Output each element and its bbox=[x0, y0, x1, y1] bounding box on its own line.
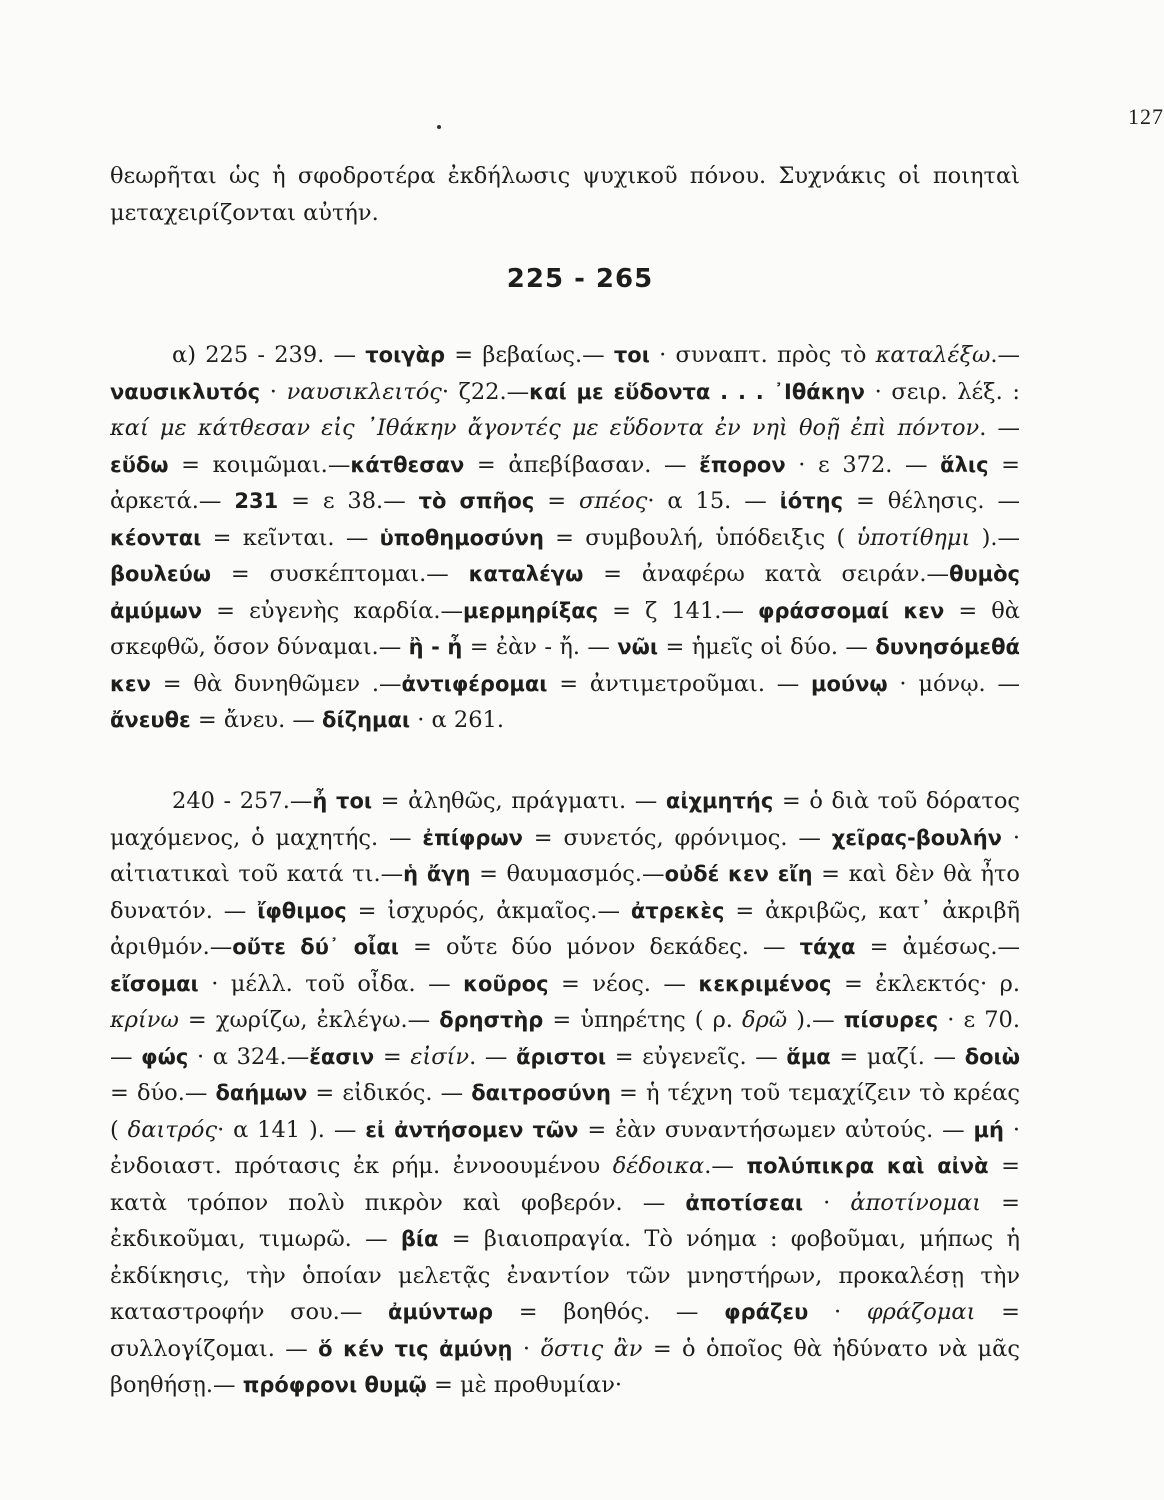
gloss-text: .— bbox=[990, 342, 1020, 368]
gloss-text: · συναπτ. πρὸς τὸ bbox=[649, 342, 876, 368]
lemma-term: εἴσομαι bbox=[110, 971, 199, 996]
lemma-term: καί με εὕδοντα . . . ᾿Ιθάκην bbox=[529, 379, 865, 404]
gloss-text: · ἐνδοιαστ. πρότασις ἐκ ρήμ. ἐννοουμένου bbox=[110, 1116, 1020, 1179]
lemma-term: τοι bbox=[613, 343, 650, 367]
italic-gloss: δρῶ bbox=[742, 1007, 788, 1033]
lemma-term: πολύπικρα καὶ αἰνὰ bbox=[746, 1154, 989, 1178]
lemma-term: βουλεύω bbox=[110, 562, 212, 586]
lemma-term: χεῖρας-βουλήν bbox=[831, 825, 1002, 850]
lemma-term: 231 bbox=[234, 489, 279, 513]
gloss-text: = ἐὰν συναντήσωμεν αὐτούς. — bbox=[578, 1116, 974, 1143]
lemma-term: φράσσομαί κεν bbox=[758, 598, 945, 623]
lemma-term: πρόφρονι θυμῷ bbox=[242, 1373, 427, 1397]
lemma-term: ὅ κέν τις ἀμύνῃ bbox=[318, 1336, 513, 1361]
gloss-text: = ἐὰν - ἤ. — bbox=[462, 634, 618, 660]
lemma-term: πίσυρες bbox=[843, 1008, 939, 1032]
lemma-term: ἀμύντωρ bbox=[388, 1300, 494, 1324]
gloss-text: · bbox=[260, 378, 287, 405]
gloss-text: . — bbox=[469, 1043, 517, 1070]
gloss-text: = χωρίζω, ἐκλέγω.— bbox=[178, 1007, 440, 1033]
lemma-term: τὸ σπῆος bbox=[418, 489, 535, 513]
italic-gloss: ναυσικλειτός bbox=[286, 378, 442, 405]
gloss-text: = συσκέπτομαι.— bbox=[211, 561, 469, 587]
gloss-text: θεωρῆται ὡς ἡ σφοδροτέρα ἐκδήλωσις ψυχικοῦ πόνου. Συχνάκις οἱ ποιηταὶ μεταχειρίζονται αὐτήν. bbox=[110, 163, 1020, 226]
lemma-term: κοῦρος bbox=[463, 971, 549, 996]
gloss-text: 240 - 257.— bbox=[172, 788, 313, 814]
lemma-term: ἀποτίσεαι bbox=[685, 1190, 804, 1215]
lemma-term: ἅμα bbox=[786, 1044, 831, 1069]
lemma-term: ὑποθημοσύνη bbox=[379, 525, 544, 550]
gloss-text: = ἐκδικοῦμαι, τιμωρῶ. — bbox=[110, 1189, 1020, 1252]
printer-dot bbox=[437, 125, 441, 129]
italic-gloss: φράζομαι bbox=[866, 1299, 976, 1325]
opening-paragraph bbox=[110, 158, 1020, 231]
gloss-text: = ὁ ὁποῖος θὰ ἠδύνατο νὰ μᾶς βοηθήσῃ.— bbox=[110, 1335, 1020, 1398]
lemma-term: φώς bbox=[141, 1044, 189, 1069]
gloss-text: = καὶ δὲν θὰ ἦτο δυνατόν. — bbox=[110, 861, 1020, 924]
gloss-text: = κατὰ τρόπον πολὺ πικρὸν καὶ φοβερόν. — bbox=[110, 1153, 1020, 1216]
lemma-term: βία bbox=[400, 1227, 439, 1251]
lemma-term: ἔασιν bbox=[309, 1044, 375, 1069]
lemma-term: δαιτροσύνη bbox=[471, 1081, 611, 1105]
lemma-term: ἄριστοι bbox=[516, 1044, 607, 1069]
lemma-term: ἢ - ἦ bbox=[408, 635, 463, 659]
gloss-text: = ἐκλεκτός· ρ. bbox=[831, 970, 1020, 997]
lemma-term: δρηστὴρ bbox=[439, 1008, 544, 1032]
italic-gloss: δέδοικα bbox=[612, 1153, 705, 1179]
gloss-text: · αἰτιατικαὶ τοῦ κατά τι.— bbox=[110, 824, 1020, 887]
gloss-text: = συλλογίζομαι. — bbox=[110, 1299, 1020, 1362]
italic-gloss: καί με κάτθεσαν εἰς ᾿Ιθάκην ἄγοντές με εὕδοντα ἐν νηὶ θοῇ ἐπὶ πόντον bbox=[110, 415, 980, 441]
gloss-text: = ἀληθῶς, πράγματι. — bbox=[372, 788, 666, 814]
gloss-text: = εἰδικός. — bbox=[307, 1080, 472, 1106]
gloss-text: · μέλλ. τοῦ οἶδα. — bbox=[198, 970, 464, 997]
italic-gloss: ὅστις ἂν bbox=[540, 1335, 643, 1362]
gloss-text: = ὁ διὰ τοῦ δόρατος μαχόμενος, ὁ μαχητής. — bbox=[110, 788, 1020, 851]
lemma-term: κεκριμένος bbox=[698, 971, 832, 996]
gloss-text: α) 225 - 239. — bbox=[172, 342, 366, 368]
gloss-text: = κοιμῶμαι.— bbox=[168, 451, 351, 478]
lemma-term: κέονται bbox=[110, 525, 202, 550]
lemma-term: ἡ ἄγη bbox=[403, 862, 471, 886]
lemma-term: οὔτε δύ᾿ οἶαι bbox=[232, 935, 399, 959]
gloss-text: ).— bbox=[787, 1007, 844, 1033]
lemma-term: ναυσικλυτός bbox=[110, 379, 261, 404]
commentary-paragraph-225-239 bbox=[110, 337, 1020, 739]
lemma-term: αἰχμητής bbox=[665, 789, 774, 813]
gloss-text: = ἀντιμετροῦμαι. — bbox=[547, 670, 812, 697]
gloss-text: · α 261. bbox=[410, 707, 504, 733]
gloss-text: · ε 70. — bbox=[110, 1007, 1020, 1070]
gloss-text: = εὐγενὴς καρδία.— bbox=[202, 597, 464, 624]
lemma-term: ἦ τοι bbox=[312, 789, 373, 813]
gloss-text: = ἀρκετά.— bbox=[110, 451, 1020, 514]
gloss-text: = θὰ δυνηθῶμεν .— bbox=[150, 670, 402, 697]
lemma-term: δαήμων bbox=[215, 1081, 308, 1105]
gloss-text: = βιαιοπραγία. Τὸ νόημα : φοβοῦμαι, μήπως ἡ ἐκδίκησις, τὴν ὁποίαν μελετᾷς ἐναντίον τῶν μνηστήρων, προκαλέσῃ τὴν καταστροφήν σου.— bbox=[110, 1226, 1020, 1325]
lemma-term: δοιὼ bbox=[964, 1044, 1020, 1069]
lemma-term: νῶι bbox=[617, 635, 659, 659]
page-number: 127 bbox=[1128, 104, 1164, 129]
gloss-text: = νέος. — bbox=[548, 970, 699, 997]
lemma-term: τοιγὰρ bbox=[365, 343, 446, 367]
gloss-text: = ἀμέσως.— bbox=[855, 934, 1020, 960]
gloss-text: = ἀκριβῶς, κατ᾿ ἀκριβῆ ἀριθμόν.— bbox=[110, 897, 1020, 960]
lemma-term: τάχα bbox=[799, 935, 856, 959]
lemma-term: ἰότης bbox=[779, 489, 844, 513]
lemma-term: ἔπορον bbox=[699, 452, 786, 477]
gloss-text: = ε 38.— bbox=[278, 488, 419, 514]
gloss-text: . — bbox=[979, 415, 1020, 441]
lemma-term: δυνησόμεθά κεν bbox=[110, 635, 1020, 696]
gloss-text: = bbox=[534, 488, 579, 514]
gloss-text: · α 15. — bbox=[647, 488, 780, 514]
lemma-term: μερμηρίξας bbox=[463, 598, 599, 623]
gloss-text: = εὐγενεῖς. — bbox=[606, 1043, 787, 1070]
section-heading: 225 - 265 bbox=[506, 264, 654, 294]
lemma-term: οὐδέ κεν εἴη bbox=[664, 862, 813, 886]
gloss-text: = βοηθός. — bbox=[493, 1299, 725, 1325]
italic-gloss: εἰσίν bbox=[410, 1043, 470, 1070]
gloss-text: · σειρ. λέξ. : bbox=[864, 378, 1020, 405]
gloss-text: = βεβαίως.— bbox=[445, 342, 614, 368]
lemma-term: καταλέγω bbox=[468, 562, 584, 586]
gloss-text: = κεῖνται. — bbox=[201, 524, 380, 551]
gloss-text: = ἰσχυρός, ἀκμαῖος.— bbox=[346, 897, 631, 924]
gloss-text: = θὰ σκεφθῶ, ὅσον δύναμαι.— bbox=[110, 597, 1020, 660]
lemma-term: εὕδω bbox=[110, 452, 169, 477]
gloss-text: = ὑπηρέτης ( ρ. bbox=[543, 1007, 743, 1033]
gloss-text: · ε 372. — bbox=[785, 451, 941, 478]
gloss-text: = ἀναφέρω κατὰ σειράν.— bbox=[583, 561, 950, 587]
lemma-term: ἴφθιμος bbox=[257, 898, 347, 923]
lemma-term: μή bbox=[973, 1117, 1004, 1142]
commentary-paragraph-240-257 bbox=[110, 783, 1020, 1404]
lemma-term: εἰ ἀντήσομεν τῶν bbox=[365, 1117, 579, 1142]
gloss-text: · α 141 ). — bbox=[217, 1116, 366, 1143]
italic-gloss: ὑποτίθημι bbox=[856, 524, 971, 551]
lemma-term: ἄνευθε bbox=[110, 708, 191, 732]
gloss-text: = συμβουλή, ὑπόδειξις ( bbox=[543, 524, 857, 551]
italic-gloss: δαιτρός bbox=[127, 1116, 218, 1143]
gloss-text: = bbox=[374, 1043, 411, 1070]
gloss-text: · μόνῳ. — bbox=[887, 670, 1020, 697]
gloss-text: = θέλησις. — bbox=[843, 488, 1020, 514]
italic-gloss: καταλέξω bbox=[875, 342, 991, 368]
gloss-text: = ζ 141.— bbox=[598, 597, 759, 624]
italic-gloss: σπέος bbox=[578, 488, 648, 514]
lemma-term: ἐπίφρων bbox=[422, 825, 523, 850]
italic-gloss: κρίνω bbox=[110, 1007, 179, 1033]
gloss-text: · bbox=[803, 1189, 851, 1216]
gloss-text: = ἡμεῖς οἱ δύο. — bbox=[658, 634, 876, 660]
lemma-term: μούνῳ bbox=[811, 671, 888, 696]
gloss-text: · α 324.— bbox=[188, 1043, 310, 1070]
gloss-text: = ἀπεβίβασαν. — bbox=[464, 451, 700, 478]
italic-gloss: ἀποτίνομαι bbox=[850, 1189, 982, 1216]
lemma-term: ἀτρεκὲς bbox=[630, 898, 725, 923]
gloss-text: = δύο.— bbox=[110, 1080, 216, 1106]
lemma-term: κάτθεσαν bbox=[350, 452, 465, 477]
gloss-text: .— bbox=[704, 1153, 747, 1179]
gloss-text: = μαζί. — bbox=[830, 1043, 965, 1070]
gloss-text: = συνετός, φρόνιμος. — bbox=[522, 824, 832, 851]
lemma-term: θυμὸς ἀμύμων bbox=[110, 562, 1020, 623]
lemma-term: φράζευ bbox=[724, 1300, 809, 1324]
gloss-text: = ἄνευ. — bbox=[190, 707, 323, 733]
gloss-text: · bbox=[808, 1299, 867, 1325]
gloss-text: = θαυμασμός.— bbox=[470, 861, 665, 887]
gloss-text: = μὲ προθυμίαν· bbox=[426, 1372, 623, 1398]
gloss-text: = οὔτε δύο μόνον δεκάδες. — bbox=[398, 934, 800, 960]
gloss-text: ).— bbox=[970, 524, 1020, 551]
gloss-text: = ἡ τέχνη τοῦ τεμαχίζειν τὸ κρέας ( bbox=[110, 1080, 1020, 1143]
lemma-term: ἀντιφέρομαι bbox=[401, 671, 548, 696]
gloss-text: · bbox=[512, 1335, 541, 1362]
lemma-term: δίζημαι bbox=[322, 708, 411, 732]
gloss-text: · ζ22.— bbox=[441, 378, 530, 405]
lemma-term: ἅλις bbox=[940, 452, 989, 477]
